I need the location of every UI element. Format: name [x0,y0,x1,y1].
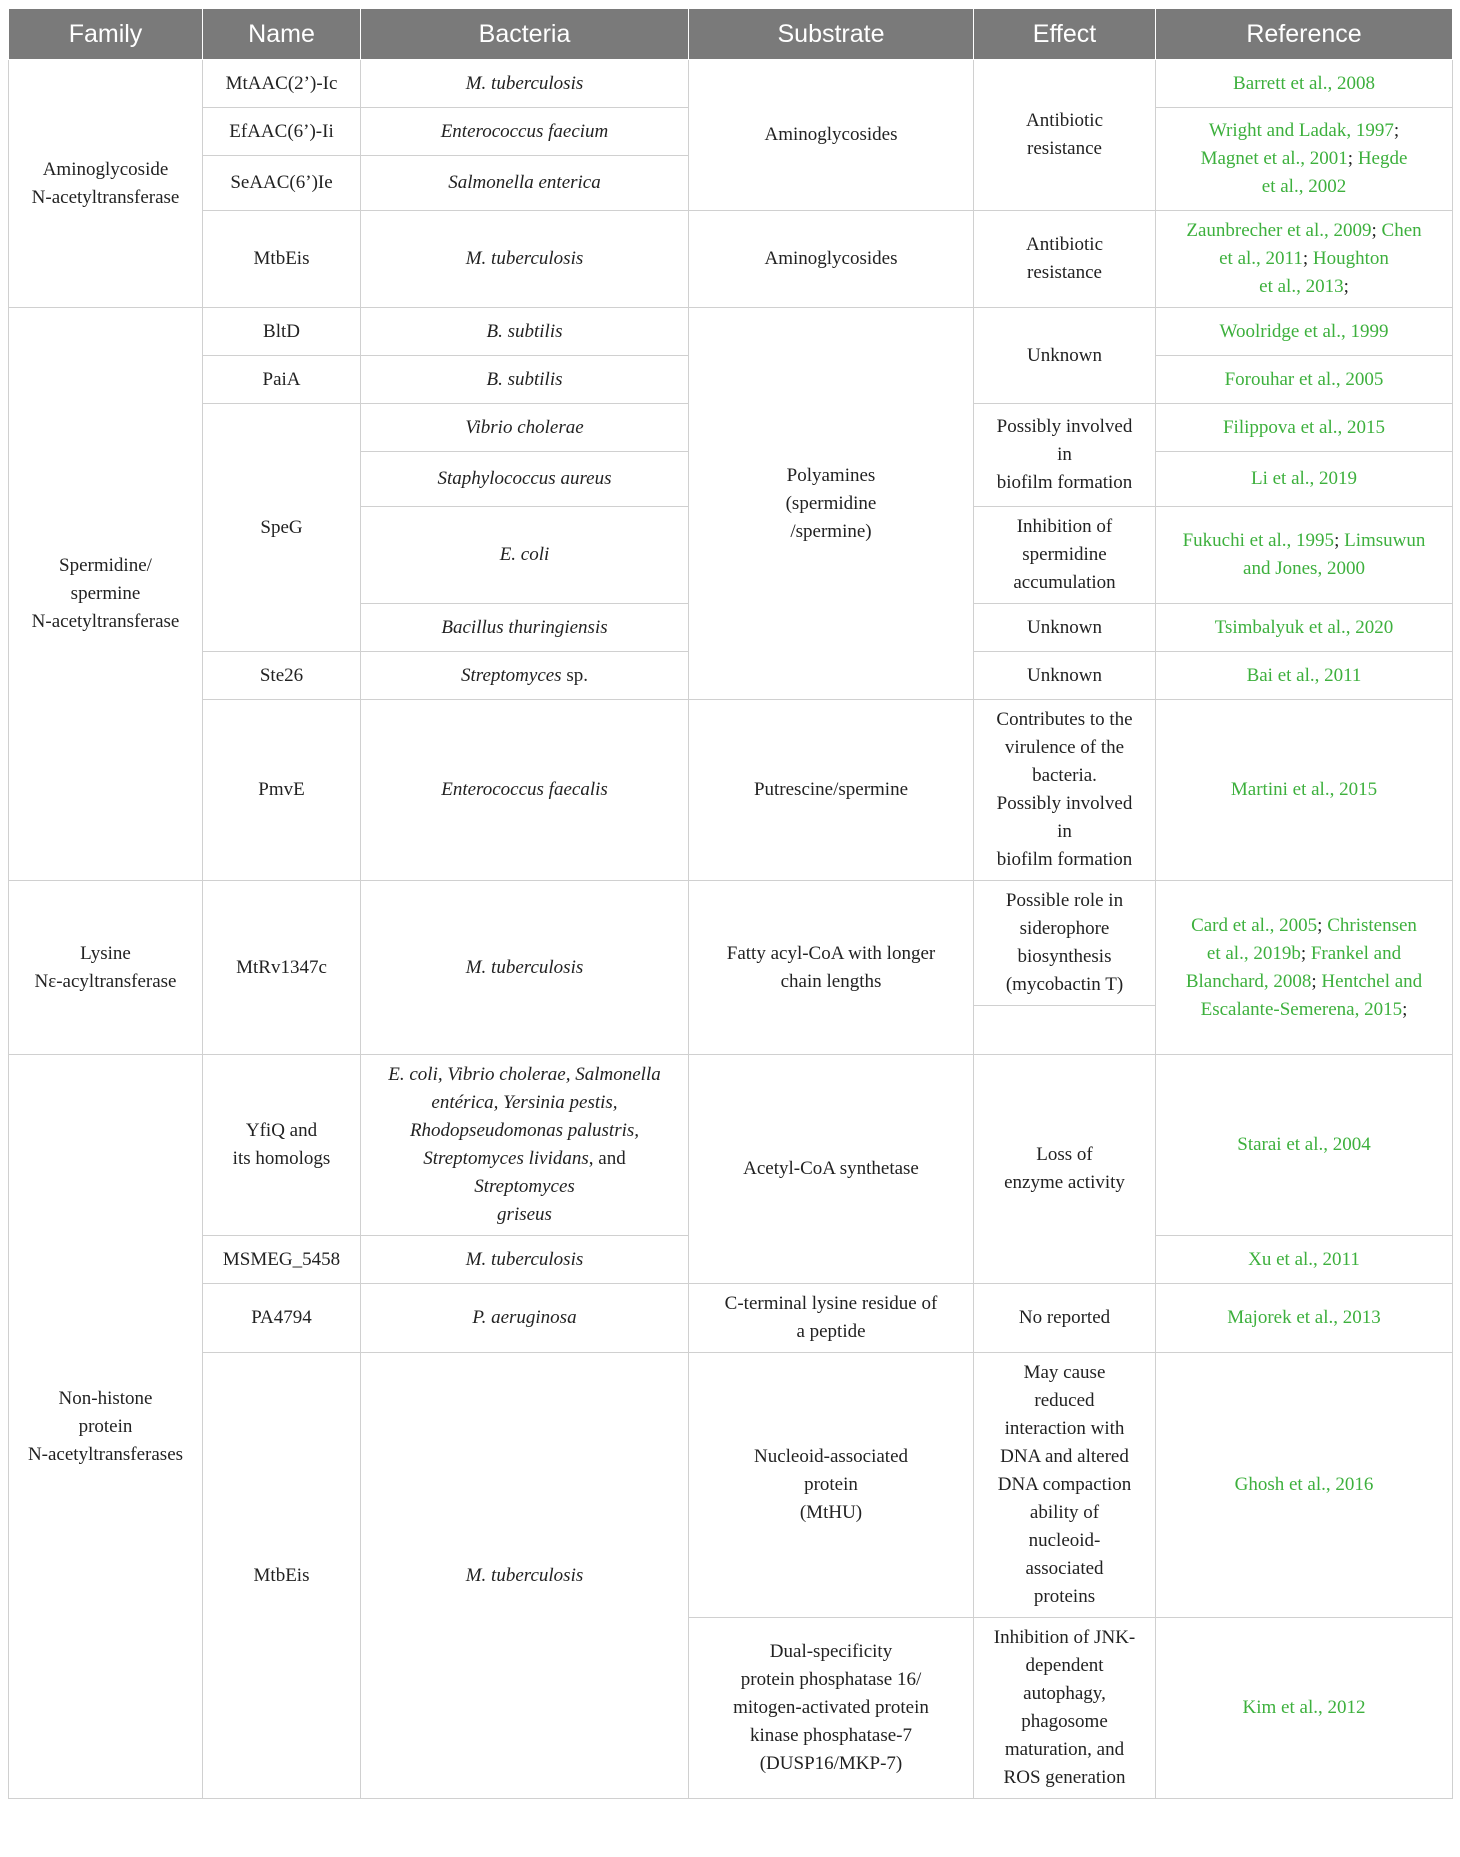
reference-link[interactable]: Zaunbrecher et al., 2009 [1186,220,1372,241]
effect-cell: Unknown [974,604,1156,652]
reference-link[interactable]: Barrett et al., 2008 [1156,60,1453,108]
reference-separator: ; [1302,248,1313,269]
effect-cell: Inhibition of spermidine accumulation [974,507,1156,604]
reference-separator: ; [1371,220,1382,241]
effect-cell: Antibiotic resistance [974,211,1156,308]
name-cell: BltD [203,308,361,356]
table-row [9,1055,1453,1236]
bacteria-cell: Staphylococcus aureus [361,452,689,507]
reference-separator: ; [1343,276,1349,297]
table-row [9,1284,1453,1353]
effect-cell: Possibly involved in biofilm formation [974,404,1156,507]
header-family: Family [9,9,203,60]
substrate-cell: Acetyl-CoA synthetase [689,1055,974,1284]
bacteria-cell: Enterococcus faecalis [361,700,689,881]
reference-link[interactable]: Hentchel and Escalante-Semerena, 2015 [1200,970,1423,1020]
effect-cell: Possible role in siderophore biosynthesis (mycobactin T) [974,881,1156,1006]
table-row [9,1353,1453,1618]
name-cell: MtAAC(2’)-Ic [203,60,361,108]
table-row [9,700,1453,881]
bacteria-species-last: Streptomyces griseus [474,1176,575,1225]
table-row [9,211,1453,308]
reference-separator: ; [1402,998,1408,1020]
substrate-cell: Fatty acyl-CoA with longer chain lengths [689,881,974,1055]
reference-link[interactable]: Christensen et al., 2019b [1206,914,1417,964]
reference-link[interactable]: Forouhar et al., 2005 [1156,356,1453,404]
reference-link[interactable]: Tsimbalyuk et al., 2020 [1156,604,1453,652]
reference-link[interactable]: Kim et al., 2012 [1156,1618,1453,1799]
reference-link[interactable]: Majorek et al., 2013 [1156,1284,1453,1353]
name-cell: PmvE [203,700,361,881]
substrate-cell: Polyamines (spermidine /spermine) [689,308,974,700]
name-cell: SeAAC(6’)Ie [203,156,361,211]
name-cell: SpeG [203,404,361,652]
table-row [9,308,1453,356]
reference-cell [1156,881,1453,1055]
bacteria-species-list: E. coli, Vibrio cholerae, Salmonella entérica, Yersinia pestis, Rhodopseudomonas palustris, Streptomyces lividans [388,1064,661,1169]
bacterial-acetyltransferase-table [8,8,1453,1799]
effect-cell: Inhibition of JNK- dependent autophagy, phagosome maturation, and ROS generation [974,1618,1156,1799]
bacteria-cell: M. tuberculosis [361,211,689,308]
reference-link[interactable]: Li et al., 2019 [1156,452,1453,507]
name-cell: PaiA [203,356,361,404]
header-row [9,9,1453,60]
family-cell: Non-histone protein N-acetyltransferases [9,1055,203,1799]
reference-link[interactable]: Frankel and Blanchard, 2008 [1185,942,1402,992]
substrate-cell: Dual-specificity protein phosphatase 16/ mitogen-activated protein kinase phosphatase-7 (DUSP16/MKP-7) [689,1618,974,1799]
reference-separator: ; [1317,914,1328,936]
reference-link[interactable]: Chen et al., 2011 [1219,220,1422,269]
bacteria-cell: B. subtilis [361,308,689,356]
reference-link[interactable]: Houghton et al., 2013 [1259,248,1389,297]
name-cell: MtbEis [203,211,361,308]
bacteria-genus: Streptomyces [460,664,562,686]
effect-cell: Antibiotic resistance [974,60,1156,211]
reference-link[interactable]: Wright and Ladak, 1997 [1208,120,1394,141]
name-cell: PA4794 [203,1284,361,1353]
reference-link[interactable]: Limsuwun and Jones, 2000 [1243,530,1426,579]
name-cell: MtRv1347c [203,881,361,1055]
reference-link[interactable]: Fukuchi et al., 1995 [1182,530,1335,551]
reference-link[interactable]: Card et al., 2005 [1191,914,1318,936]
reference-link[interactable]: Magnet et al., 2001 [1200,148,1348,169]
reference-cell [1156,108,1453,211]
substrate-cell: Aminoglycosides [689,60,974,211]
bacteria-conjunction: , and [588,1148,626,1169]
reference-separator: ; [1311,970,1322,992]
reference-separator: ; [1300,942,1311,964]
bacteria-cell: Bacillus thuringiensis [361,604,689,652]
reference-link[interactable]: Xu et al., 2011 [1156,1236,1453,1284]
reference-separator: ; [1334,530,1345,551]
bacteria-cell: M. tuberculosis [361,1236,689,1284]
bacteria-cell [361,1055,689,1236]
reference-link[interactable]: Ghosh et al., 2016 [1156,1353,1453,1618]
reference-cell [1156,507,1453,604]
reference-cell [1156,211,1453,308]
substrate-cell: Nucleoid-associated protein (MtHU) [689,1353,974,1618]
reference-separator: ; [1393,120,1400,141]
name-cell: EfAAC(6’)-Ii [203,108,361,156]
effect-cell: Unknown [974,652,1156,700]
reference-link[interactable]: Bai et al., 2011 [1156,652,1453,700]
header-bacteria: Bacteria [361,9,689,60]
effect-cell: No reported [974,1284,1156,1353]
substrate-cell: Putrescine/spermine [689,700,974,881]
family-cell: Spermidine/ spermine N-acetyltransferase [9,308,203,881]
reference-link[interactable]: Filippova et al., 2015 [1156,404,1453,452]
empty-effect-cell [974,1006,1156,1055]
effect-cell: Contributes to the virulence of the bacteria. Possibly involved in biofilm formation [974,700,1156,881]
header-name: Name [203,9,361,60]
bacteria-cell: Vibrio cholerae [361,404,689,452]
bacteria-cell: M. tuberculosis [361,60,689,108]
bacteria-cell: Salmonella enterica [361,156,689,211]
reference-link[interactable]: Hegde et al., 2002 [1261,148,1408,197]
substrate-cell: Aminoglycosides [689,211,974,308]
reference-link[interactable]: Starai et al., 2004 [1156,1055,1453,1236]
bacteria-cell: Enterococcus faecium [361,108,689,156]
reference-separator: ; [1347,148,1358,169]
bacteria-cell: M. tuberculosis [361,1353,689,1799]
name-cell: MSMEG_5458 [203,1236,361,1284]
name-cell: MtbEis [203,1353,361,1799]
name-cell: YfiQ and its homologs [203,1055,361,1236]
substrate-cell: C-terminal lysine residue of a peptide [689,1284,974,1353]
family-cell: Lysine Nε-acyltransferase [9,881,203,1055]
table-row [9,60,1453,108]
family-cell: Aminoglycoside N-acetyltransferase [9,60,203,308]
bacteria-cell: B. subtilis [361,356,689,404]
bacteria-cell: P. aeruginosa [361,1284,689,1353]
effect-cell: Unknown [974,308,1156,404]
reference-link[interactable]: Martini et al., 2015 [1156,700,1453,881]
header-substrate: Substrate [689,9,974,60]
name-cell: Ste26 [203,652,361,700]
bacteria-species-suffix: sp. [561,664,588,686]
reference-link[interactable]: Woolridge et al., 1999 [1156,308,1453,356]
header-effect: Effect [974,9,1156,60]
effect-cell: May cause reduced interaction with DNA and altered DNA compaction ability of nucleoid- associated proteins [974,1353,1156,1618]
header-reference: Reference [1156,9,1453,60]
table-row [9,881,1453,1006]
effect-cell: Loss of enzyme activity [974,1055,1156,1284]
bacteria-cell: E. coli [361,507,689,604]
bacteria-cell [361,652,689,700]
bacteria-cell: M. tuberculosis [361,881,689,1055]
